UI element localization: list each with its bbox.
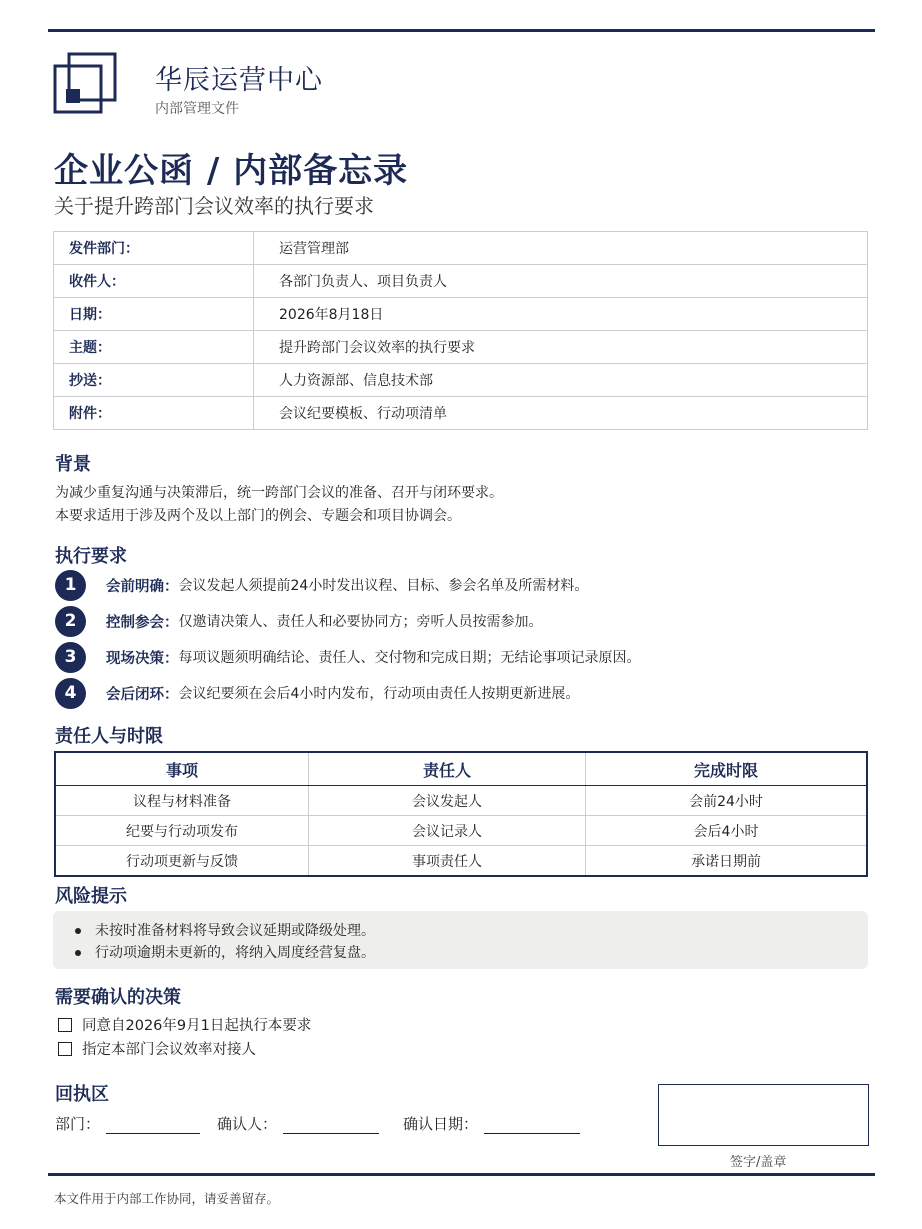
risk-heading: 风险提示 bbox=[55, 886, 127, 907]
requirement-text: 会议纪要须在会后4小时内发布，行动项由责任人按期更新进展。 bbox=[178, 686, 580, 702]
step-number: 1 bbox=[55, 570, 86, 601]
info-row bbox=[54, 232, 868, 265]
info-key: 收件人： bbox=[54, 265, 254, 298]
signature-label: 签字/盖章 bbox=[730, 1155, 787, 1170]
requirement-text: 仅邀请决策人、责任人和必要协同方；旁听人员按需参加。 bbox=[178, 614, 543, 630]
decision-checkbox[interactable] bbox=[58, 1038, 256, 1059]
confirmer-label: 确认人： bbox=[217, 1115, 278, 1133]
risk-item bbox=[75, 942, 375, 962]
table-cell: 会议发起人 bbox=[309, 786, 586, 816]
org-name: 华辰运营中心 bbox=[155, 65, 323, 96]
dept-label: 部门： bbox=[55, 1115, 101, 1133]
table-cell: 事项责任人 bbox=[309, 846, 586, 877]
dept-blank[interactable] bbox=[106, 1115, 200, 1134]
requirement-label: 现场决策： bbox=[106, 650, 179, 667]
risk-item bbox=[75, 920, 375, 940]
date-label: 确认日期： bbox=[403, 1115, 479, 1133]
decision-label: 指定本部门会议效率对接人 bbox=[82, 1042, 256, 1058]
document-title: 企业公函 / 内部备忘录 bbox=[54, 151, 409, 191]
column-header: 完成时限 bbox=[586, 752, 868, 786]
background-line: 本要求适用于涉及两个及以上部门的例会、专题会和项目协调会。 bbox=[55, 508, 461, 524]
confirmer-blank[interactable] bbox=[283, 1115, 379, 1134]
table-row bbox=[55, 846, 867, 877]
table-cell: 会议记录人 bbox=[309, 816, 586, 846]
table-cell: 议程与材料准备 bbox=[55, 786, 309, 816]
confirmer-field[interactable] bbox=[217, 1113, 379, 1134]
table-cell: 会前24小时 bbox=[586, 786, 868, 816]
decision-label: 同意自2026年9月1日起执行本要求 bbox=[82, 1018, 312, 1034]
background-heading: 背景 bbox=[55, 454, 91, 475]
info-row bbox=[54, 265, 868, 298]
risk-text: 未按时准备材料将导致会议延期或降级处理。 bbox=[95, 923, 375, 939]
info-value: 提升跨部门会议效率的执行要求 bbox=[254, 331, 868, 364]
responsibility-heading: 责任人与时限 bbox=[55, 726, 163, 747]
requirement-label: 控制参会： bbox=[106, 614, 179, 631]
table-cell: 纪要与行动项发布 bbox=[55, 816, 309, 846]
step-number: 3 bbox=[55, 642, 86, 673]
background-line: 为减少重复沟通与决策滞后，统一跨部门会议的准备、召开与闭环要求。 bbox=[55, 485, 503, 501]
info-value: 人力资源部、信息技术部 bbox=[254, 364, 868, 397]
requirement-item bbox=[55, 569, 588, 601]
date-blank[interactable] bbox=[484, 1115, 580, 1134]
bullet-icon bbox=[75, 928, 81, 934]
requirement-label: 会后闭环： bbox=[106, 686, 179, 703]
requirement-label: 会前明确： bbox=[106, 578, 179, 595]
checkbox-icon[interactable] bbox=[58, 1018, 72, 1032]
date-field[interactable] bbox=[403, 1113, 580, 1134]
table-row bbox=[55, 816, 867, 846]
info-row bbox=[54, 397, 868, 430]
info-table bbox=[53, 231, 868, 430]
requirement-text: 每项议题须明确结论、责任人、交付物和完成日期；无结论事项记录原因。 bbox=[178, 650, 641, 666]
info-value: 运营管理部 bbox=[254, 232, 868, 265]
checkbox-icon[interactable] bbox=[58, 1042, 72, 1056]
footer-note: 本文件用于内部工作协同，请妥善留存。 bbox=[54, 1191, 280, 1206]
risk-text: 行动项逾期未更新的，将纳入周度经营复盘。 bbox=[95, 945, 375, 961]
info-row bbox=[54, 331, 868, 364]
info-key: 日期： bbox=[54, 298, 254, 331]
requirements-heading: 执行要求 bbox=[55, 546, 127, 567]
top-rule bbox=[48, 29, 875, 32]
signature-box[interactable] bbox=[658, 1084, 869, 1146]
requirement-item bbox=[55, 677, 579, 709]
column-header: 责任人 bbox=[309, 752, 586, 786]
risk-box bbox=[53, 911, 868, 969]
org-subtitle: 内部管理文件 bbox=[155, 101, 239, 117]
bottom-rule bbox=[48, 1173, 875, 1176]
info-value: 会议纪要模板、行动项清单 bbox=[254, 397, 868, 430]
requirement-text: 会议发起人须提前24小时发出议程、目标、参会名单及所需材料。 bbox=[178, 578, 589, 594]
table-cell: 承诺日期前 bbox=[586, 846, 868, 877]
bullet-icon bbox=[75, 950, 81, 956]
step-number: 4 bbox=[55, 678, 86, 709]
info-value: 2026年8月18日 bbox=[254, 298, 868, 331]
step-number: 2 bbox=[55, 606, 86, 637]
column-header: 事项 bbox=[55, 752, 309, 786]
decisions-heading: 需要确认的决策 bbox=[55, 987, 181, 1008]
info-key: 发件部门： bbox=[54, 232, 254, 265]
table-cell: 会后4小时 bbox=[586, 816, 868, 846]
logo-icon bbox=[53, 52, 117, 116]
table-header-row bbox=[55, 752, 867, 786]
dept-field[interactable] bbox=[55, 1113, 200, 1134]
info-key: 附件： bbox=[54, 397, 254, 430]
info-key: 主题： bbox=[54, 331, 254, 364]
table-cell: 行动项更新与反馈 bbox=[55, 846, 309, 877]
info-row bbox=[54, 298, 868, 331]
receipt-heading: 回执区 bbox=[55, 1084, 109, 1105]
info-value: 各部门负责人、项目负责人 bbox=[254, 265, 868, 298]
requirement-item bbox=[55, 641, 641, 673]
info-key: 抄送： bbox=[54, 364, 254, 397]
table-row bbox=[55, 786, 867, 816]
document-subtitle: 关于提升跨部门会议效率的执行要求 bbox=[54, 194, 374, 218]
info-row bbox=[54, 364, 868, 397]
requirement-item bbox=[55, 605, 543, 637]
decision-checkbox[interactable] bbox=[58, 1014, 311, 1035]
responsibility-table bbox=[54, 751, 868, 877]
